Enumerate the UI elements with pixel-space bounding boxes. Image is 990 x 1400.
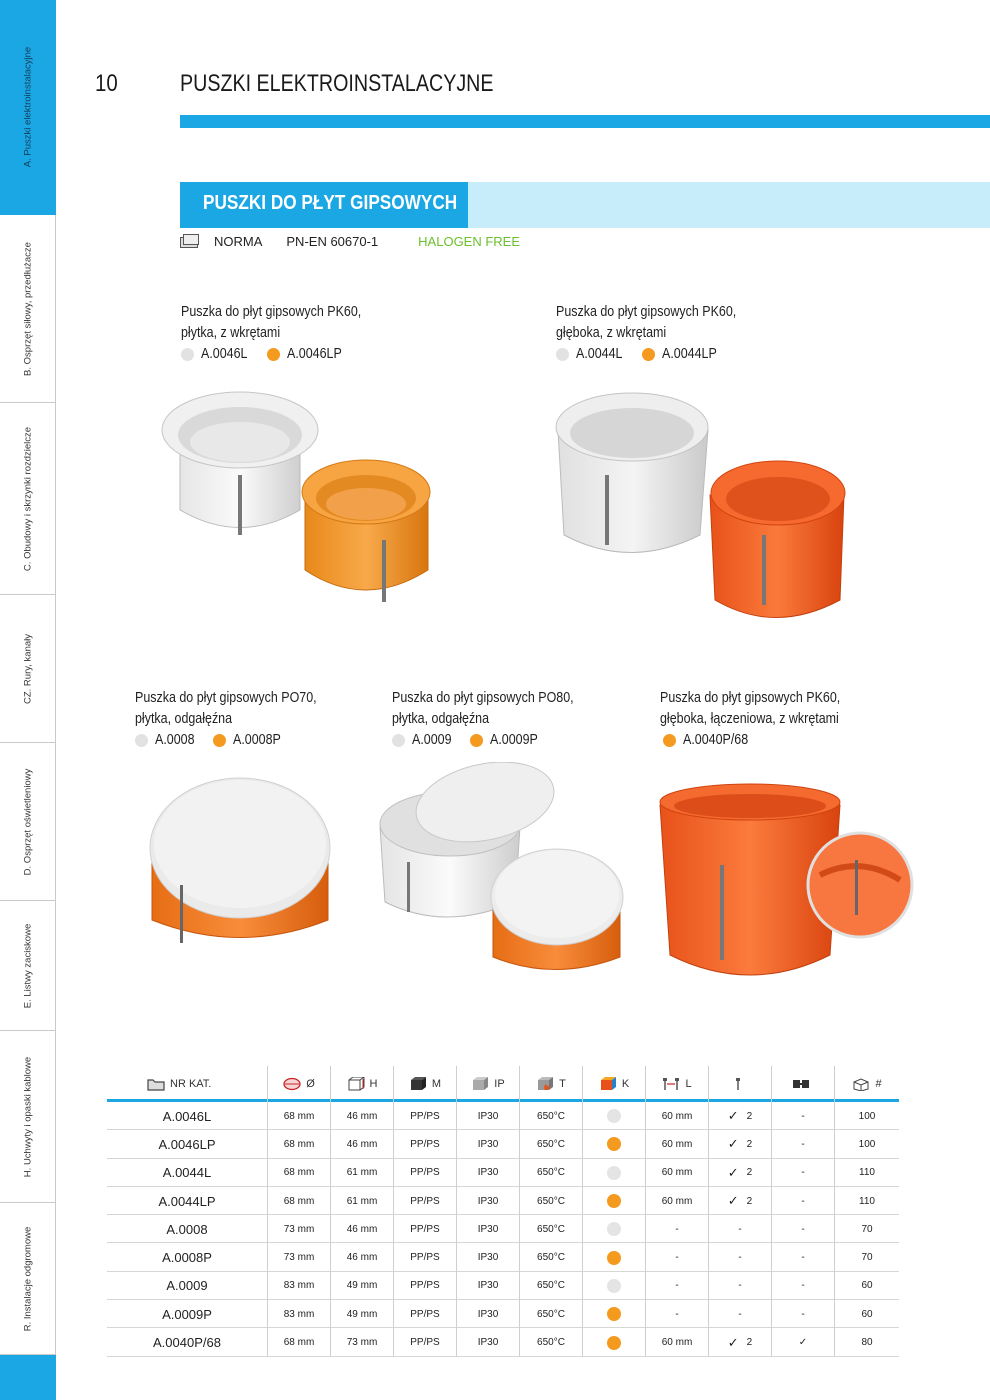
cell-height: 46 mm (330, 1130, 393, 1158)
sidebar-tab-label: H. Uchwyty i opaski kablowe (22, 1056, 33, 1177)
th-temperature (519, 1066, 582, 1102)
cell-screw-length: 60 mm (645, 1328, 708, 1356)
cell-screws (708, 1243, 771, 1271)
product-table (107, 1066, 899, 1357)
cell-ip: IP30 (456, 1272, 519, 1300)
product-name-line2: głęboka, łączeniowa, z wkrętami (660, 711, 839, 727)
cell-height: 61 mm (330, 1187, 393, 1215)
sidebar (0, 0, 56, 1400)
th-screw-length (645, 1066, 708, 1102)
cell-diameter: 68 mm (267, 1159, 330, 1187)
cell-color (582, 1243, 645, 1271)
screw-count: 2 (746, 1138, 753, 1150)
product-code-grey: A.0044L (576, 346, 623, 362)
cell-height: 73 mm (330, 1328, 393, 1356)
cell-screws (708, 1187, 771, 1215)
check-icon: ✓ (727, 1136, 739, 1152)
cell-screws (708, 1130, 771, 1158)
sidebar-tab-cz[interactable] (0, 595, 56, 743)
cell-height: 46 mm (330, 1243, 393, 1271)
cell-quantity: 60 (834, 1272, 899, 1300)
table-row (107, 1159, 899, 1187)
cell-screws (708, 1272, 771, 1300)
diameter-icon (283, 1077, 301, 1091)
table-row (107, 1215, 899, 1243)
cell-screws (708, 1328, 771, 1356)
grey-variant-dot (556, 348, 569, 361)
sidebar-tab-label: E. Listwy zaciskowe (22, 923, 33, 1008)
table-row (107, 1187, 899, 1215)
norm-value: PN-EN 60670-1 (286, 233, 379, 249)
product-codes (556, 344, 766, 365)
product-code-orange: A.0008P (232, 732, 281, 748)
cell-material: PP/PS (393, 1215, 456, 1243)
cell-quantity: 110 (834, 1159, 899, 1187)
cell-screw-length: - (645, 1243, 708, 1271)
cell-diameter: 73 mm (267, 1215, 330, 1243)
cell-color (582, 1159, 645, 1187)
cell-screw-length: 60 mm (645, 1130, 708, 1158)
cell-color (582, 1328, 645, 1356)
cell-temperature: 650°C (519, 1300, 582, 1328)
orange-color-dot (607, 1336, 621, 1350)
product-code-grey: A.0008 (155, 732, 195, 748)
th-color (582, 1066, 645, 1102)
grey-variant-dot (181, 348, 194, 361)
table-row (107, 1130, 899, 1158)
cell-code: A.0009 (166, 1278, 208, 1294)
check-icon: ✓ (727, 1334, 739, 1350)
product-code-orange: A.0009P (489, 732, 538, 748)
orange-color-dot (607, 1137, 621, 1151)
orange-variant-dot (470, 734, 483, 747)
cell-material: PP/PS (393, 1187, 456, 1215)
cell-screw-length: 60 mm (645, 1159, 708, 1187)
check-icon: ✓ (727, 1193, 739, 1209)
product-name-line1: Puszka do płyt gipsowych PK60, (660, 690, 841, 706)
cell-code: A.0009P (162, 1306, 212, 1322)
cell-color (582, 1215, 645, 1243)
cell-code: A.0046LP (158, 1136, 216, 1152)
orange-color-dot (607, 1251, 621, 1265)
cell-code: A.0044L (162, 1165, 212, 1181)
ip-icon (471, 1077, 489, 1091)
norm-label: NORMA (214, 233, 263, 249)
standard-icon (180, 234, 202, 248)
cell-material: PP/PS (393, 1272, 456, 1300)
cell-color (582, 1187, 645, 1215)
th-label: L (685, 1078, 692, 1090)
cell-connector: - (771, 1159, 834, 1187)
cell-ip: IP30 (456, 1215, 519, 1243)
product-codes (392, 730, 603, 751)
table-row (107, 1328, 899, 1356)
table-row (107, 1102, 899, 1130)
table-row (107, 1300, 899, 1328)
product-codes (135, 730, 346, 751)
product-caption-2 (556, 302, 766, 365)
sidebar-tab-r[interactable] (0, 1203, 56, 1355)
cell-diameter: 68 mm (267, 1130, 330, 1158)
sidebar-tab-a[interactable] (0, 0, 56, 215)
product-image-po70 (140, 770, 340, 945)
orange-variant-dot (642, 348, 655, 361)
product-code-orange: A.0046LP (287, 346, 342, 362)
grey-color-dot (607, 1166, 621, 1180)
product-image-pk60-deep (550, 385, 850, 630)
cell-quantity: 110 (834, 1187, 899, 1215)
cell-material: PP/PS (393, 1159, 456, 1187)
cell-material: PP/PS (393, 1328, 456, 1356)
page-title: PUSZKI ELEKTROINSTALACYJNE (180, 70, 494, 97)
screw-count: - (738, 1223, 742, 1235)
th-diameter (267, 1066, 330, 1102)
header-bar (180, 115, 990, 128)
cell-color (582, 1102, 645, 1130)
sidebar-tab-h[interactable] (0, 1031, 56, 1203)
product-name-line1: Puszka do płyt gipsowych PK60, (556, 304, 737, 320)
norm-row (180, 233, 520, 249)
sidebar-tab-label: C. Obudowy i skrzynki rozdzielcze (22, 426, 33, 571)
cell-code: A.0040P/68 (153, 1335, 221, 1351)
cell-connector: ✓ (771, 1328, 834, 1356)
product-name-line2: płytka, odgałęźna (392, 711, 490, 727)
cell-quantity: 100 (834, 1130, 899, 1158)
product-caption-3 (135, 688, 346, 751)
material-icon (409, 1077, 427, 1091)
sidebar-tab-c[interactable] (0, 403, 56, 595)
cell-connector: - (771, 1130, 834, 1158)
product-image-po80 (375, 762, 635, 977)
cell-quantity: 100 (834, 1102, 899, 1130)
screw-count: 2 (746, 1110, 753, 1122)
check-icon: ✓ (727, 1164, 739, 1180)
cell-temperature: 650°C (519, 1243, 582, 1271)
product-image-pk60-connecting (655, 780, 920, 985)
product-image-pk60-flat (160, 380, 460, 625)
product-name-line1: Puszka do płyt gipsowych PO70, (135, 690, 317, 706)
th-height (330, 1066, 393, 1102)
product-code-orange: A.0040P/68 (683, 732, 749, 748)
product-code-grey: A.0046L (201, 346, 248, 362)
cell-screw-length: - (645, 1215, 708, 1243)
halogen-free-label: HALOGEN FREE (418, 233, 521, 249)
cell-screw-length: - (645, 1272, 708, 1300)
cell-screws (708, 1300, 771, 1328)
cell-temperature: 650°C (519, 1102, 582, 1130)
table-row (107, 1243, 899, 1271)
cell-connector: - (771, 1243, 834, 1271)
screw-length-icon (662, 1077, 680, 1091)
product-caption-1 (181, 302, 391, 365)
cell-temperature: 650°C (519, 1272, 582, 1300)
cell-height: 46 mm (330, 1102, 393, 1130)
screw-count: 2 (746, 1195, 753, 1207)
cell-screw-length: 60 mm (645, 1102, 708, 1130)
product-codes (660, 730, 870, 751)
cell-quantity: 70 (834, 1215, 899, 1243)
product-name-line1: Puszka do płyt gipsowych PO80, (392, 690, 574, 706)
sidebar-bottom-block (0, 1355, 56, 1400)
th-label: T (559, 1078, 566, 1090)
th-label: Ø (306, 1078, 315, 1090)
sidebar-tab-b[interactable] (0, 215, 56, 403)
cell-diameter: 73 mm (267, 1243, 330, 1271)
cell-quantity: 80 (834, 1328, 899, 1356)
cell-quantity: 60 (834, 1300, 899, 1328)
cell-ip: IP30 (456, 1300, 519, 1328)
product-codes (181, 344, 391, 365)
th-label: # (875, 1078, 882, 1090)
cell-screw-length: - (645, 1300, 708, 1328)
th-label: H (369, 1078, 378, 1090)
product-name-line2: płytka, odgałęźna (135, 711, 233, 727)
cell-code: A.0046L (162, 1108, 212, 1124)
sidebar-tab-label: CZ. Rury, kanały (22, 633, 33, 704)
th-screw (708, 1066, 771, 1102)
cell-screws (708, 1159, 771, 1187)
grey-color-dot (607, 1109, 621, 1123)
cell-code: A.0008P (162, 1250, 212, 1266)
grey-variant-dot (135, 734, 148, 747)
cell-height: 49 mm (330, 1272, 393, 1300)
cell-connector: - (771, 1187, 834, 1215)
th-package (834, 1066, 899, 1102)
cell-temperature: 650°C (519, 1215, 582, 1243)
cell-ip: IP30 (456, 1328, 519, 1356)
product-code-grey: A.0009 (412, 732, 452, 748)
cell-material: PP/PS (393, 1243, 456, 1271)
cell-color (582, 1130, 645, 1158)
cell-color (582, 1300, 645, 1328)
sidebar-tab-label: R. Instalacje odgromowe (22, 1226, 33, 1331)
color-icon (599, 1077, 617, 1091)
orange-variant-dot (213, 734, 226, 747)
cell-quantity: 70 (834, 1243, 899, 1271)
screw-count: 2 (746, 1167, 753, 1179)
grey-color-dot (607, 1279, 621, 1293)
cell-height: 49 mm (330, 1300, 393, 1328)
cell-screws (708, 1215, 771, 1243)
product-code-orange: A.0044LP (662, 346, 717, 362)
page-number: 10 (95, 70, 118, 97)
product-name-line2: płytka, z wkrętami (181, 325, 281, 341)
table-header (107, 1066, 899, 1102)
th-material (393, 1066, 456, 1102)
orange-color-dot (607, 1194, 621, 1208)
connector-icon (792, 1077, 810, 1091)
cell-diameter: 68 mm (267, 1187, 330, 1215)
screw-icon (729, 1077, 747, 1091)
orange-variant-dot (267, 348, 280, 361)
cell-ip: IP30 (456, 1187, 519, 1215)
screw-count: - (738, 1308, 742, 1320)
table-body (107, 1102, 899, 1357)
cell-material: PP/PS (393, 1300, 456, 1328)
th-label: K (621, 1078, 630, 1090)
height-icon (347, 1077, 365, 1091)
grey-variant-dot (392, 734, 405, 747)
product-caption-5 (660, 688, 870, 751)
cell-temperature: 650°C (519, 1130, 582, 1158)
sidebar-tab-e[interactable] (0, 901, 56, 1031)
sidebar-tab-label: B. Osprzęt siłowy, przedłużacze (22, 241, 33, 376)
cell-ip: IP30 (456, 1243, 519, 1271)
cell-code: A.0008 (166, 1221, 208, 1237)
th-ip (456, 1066, 519, 1102)
cell-screws (708, 1102, 771, 1130)
cell-height: 61 mm (330, 1159, 393, 1187)
screw-count: - (738, 1280, 742, 1292)
screw-count: 2 (746, 1337, 753, 1349)
grey-color-dot (607, 1222, 621, 1236)
cell-ip: IP30 (456, 1102, 519, 1130)
th-label: M (431, 1078, 442, 1090)
cell-connector: - (771, 1300, 834, 1328)
cell-ip: IP30 (456, 1159, 519, 1187)
product-name-line2: głęboka, z wkrętami (556, 325, 667, 341)
orange-color-dot (607, 1307, 621, 1321)
folder-icon (147, 1077, 165, 1091)
cell-connector: - (771, 1272, 834, 1300)
temperature-icon (536, 1077, 554, 1091)
th-label: NR KAT. (170, 1078, 212, 1090)
screw-count: - (738, 1252, 742, 1264)
section-banner-extension (468, 182, 990, 228)
cell-diameter: 68 mm (267, 1102, 330, 1130)
cell-ip: IP30 (456, 1130, 519, 1158)
th-connector (771, 1066, 834, 1102)
cell-temperature: 650°C (519, 1187, 582, 1215)
sidebar-tab-d[interactable] (0, 743, 56, 901)
sidebar-tab-label: A. Puszki elektroinstalacyjne (22, 46, 33, 168)
cell-screw-length: 60 mm (645, 1187, 708, 1215)
package-icon (852, 1077, 870, 1091)
cell-code: A.0044LP (158, 1193, 216, 1209)
product-name-line1: Puszka do płyt gipsowych PK60, (181, 304, 362, 320)
cell-temperature: 650°C (519, 1159, 582, 1187)
cell-connector: - (771, 1102, 834, 1130)
table-row (107, 1272, 899, 1300)
cell-diameter: 83 mm (267, 1272, 330, 1300)
section-title: PUSZKI DO PŁYT GIPSOWYCH (203, 192, 458, 214)
cell-temperature: 650°C (519, 1328, 582, 1356)
th-code (107, 1066, 267, 1102)
cell-material: PP/PS (393, 1130, 456, 1158)
sidebar-tab-label: D. Osprzęt oświetleniowy (22, 768, 33, 875)
check-icon: ✓ (727, 1108, 739, 1124)
cell-height: 46 mm (330, 1215, 393, 1243)
cell-material: PP/PS (393, 1102, 456, 1130)
cell-connector: - (771, 1215, 834, 1243)
orange-variant-dot (663, 734, 676, 747)
cell-diameter: 83 mm (267, 1300, 330, 1328)
cell-color (582, 1272, 645, 1300)
cell-diameter: 68 mm (267, 1328, 330, 1356)
product-caption-4 (392, 688, 603, 751)
th-label: IP (494, 1078, 505, 1090)
